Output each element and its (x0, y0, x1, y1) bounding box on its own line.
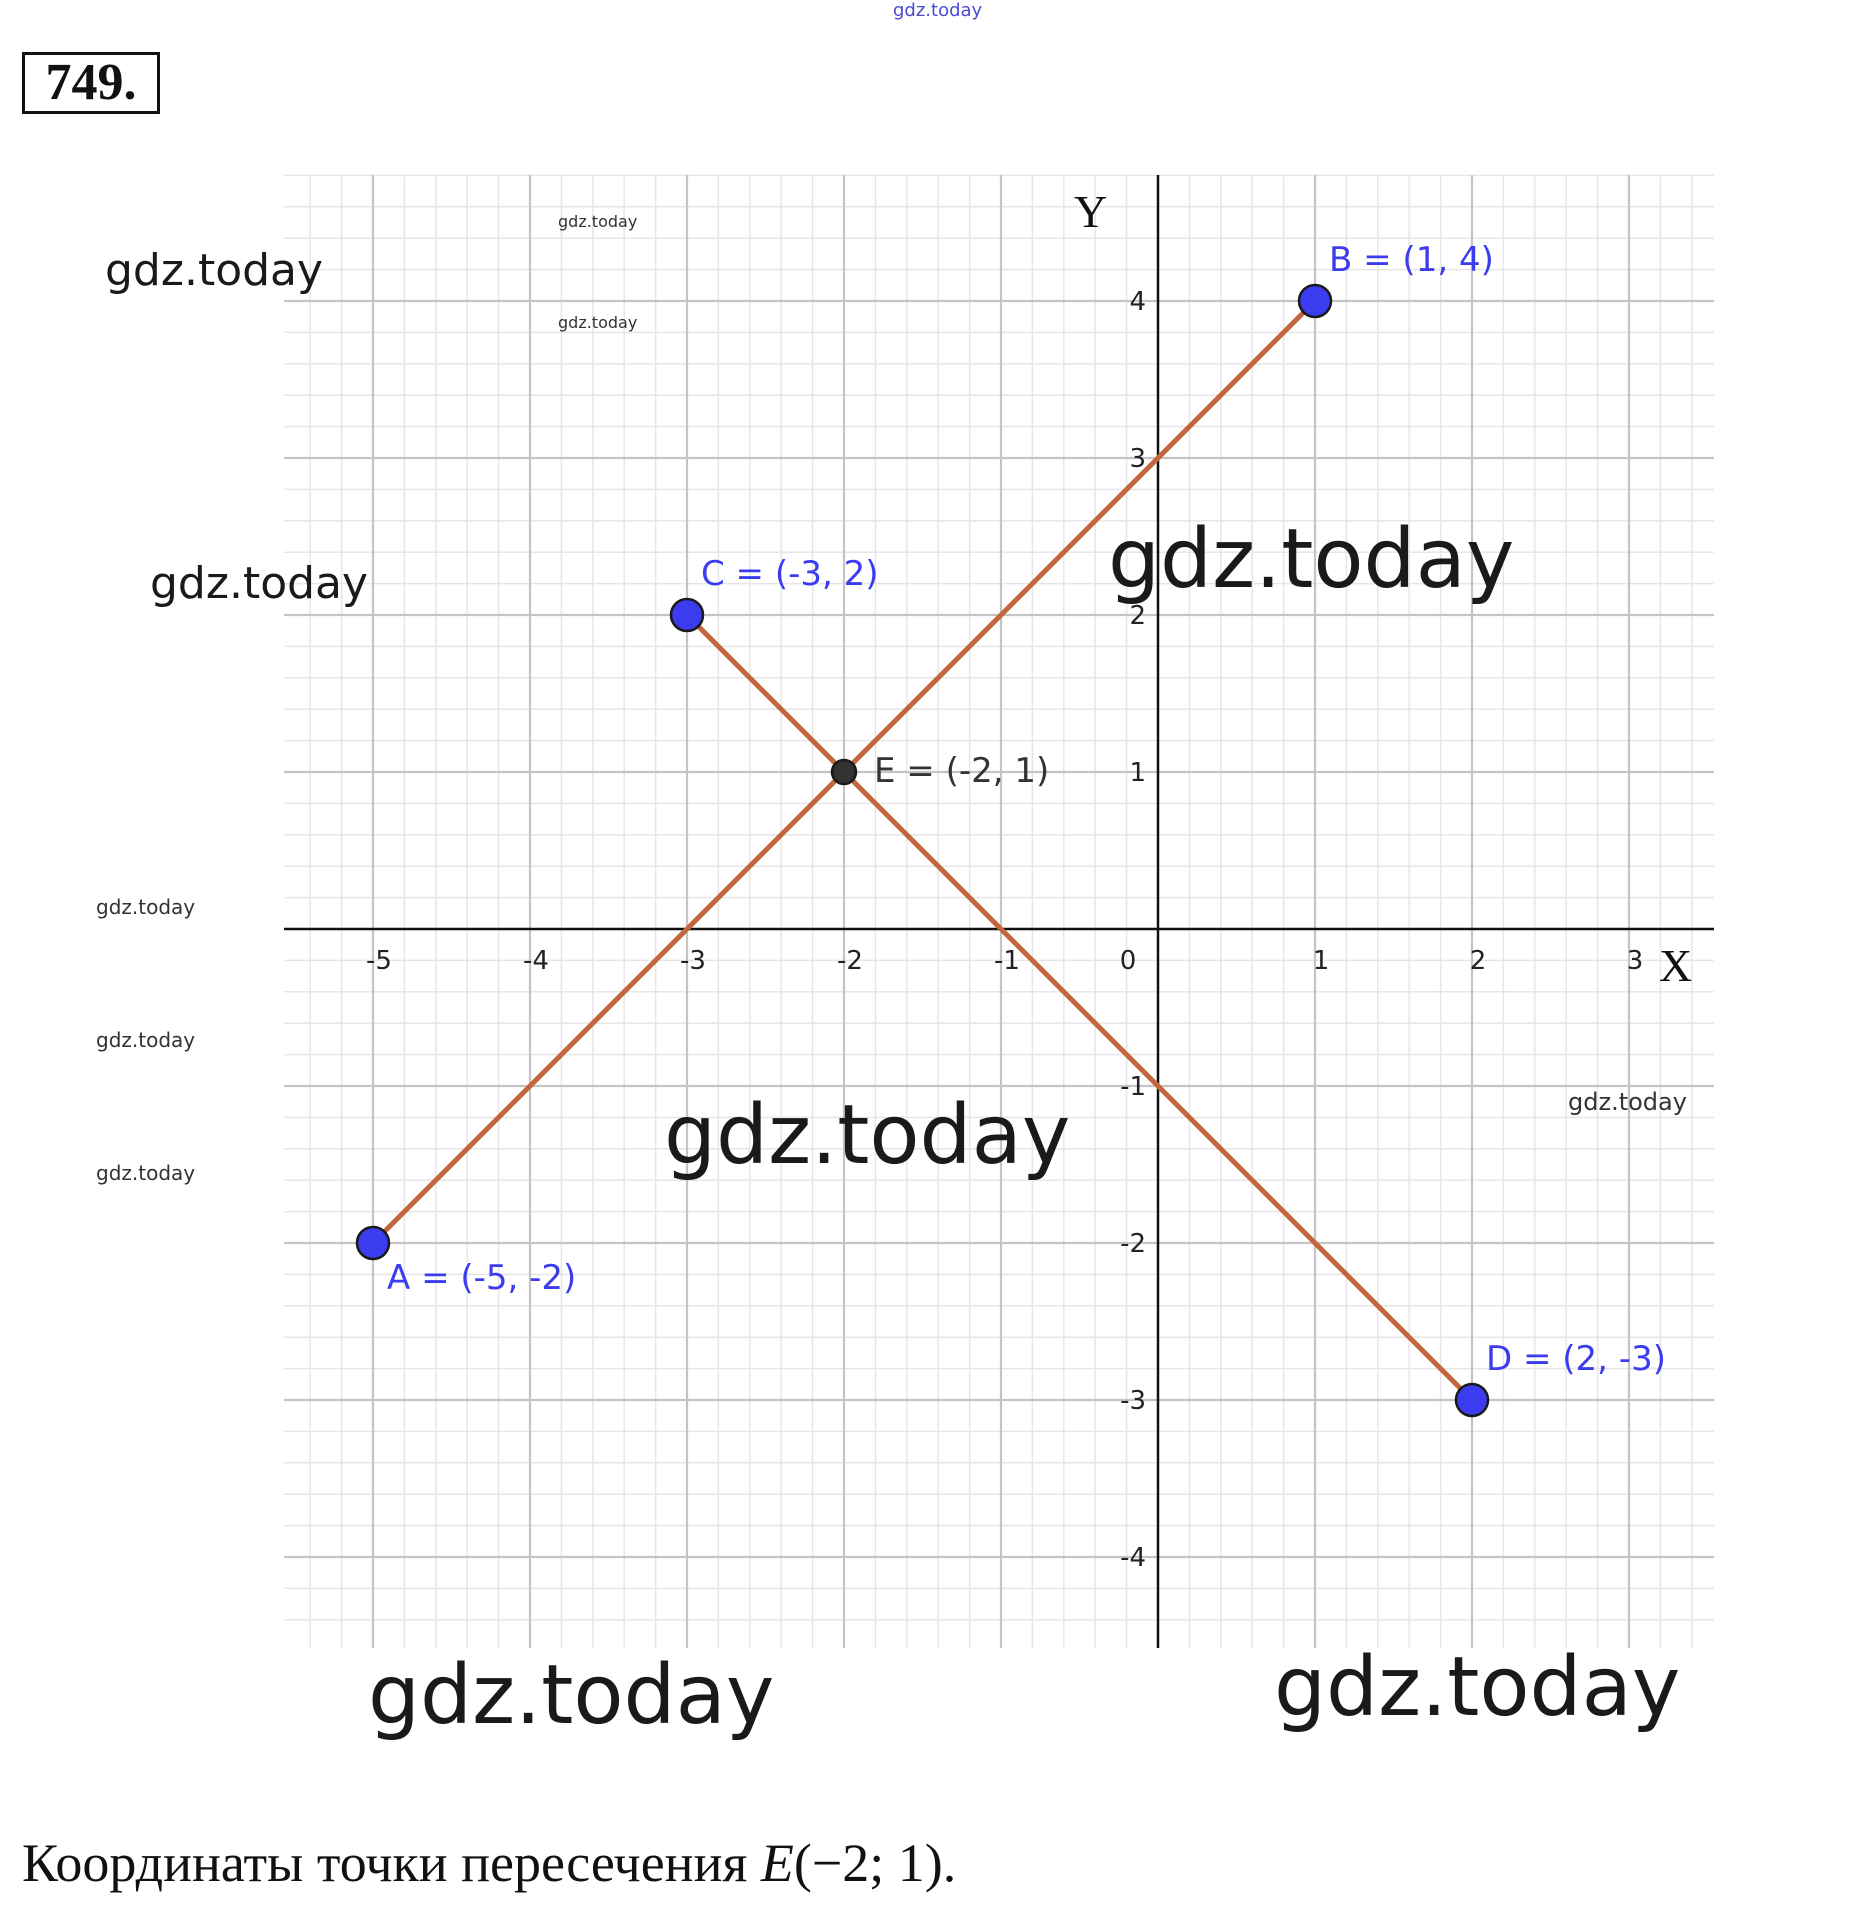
answer-prefix: Координаты точки пересечения (22, 1833, 761, 1893)
watermark-small-4: gdz.today (96, 1028, 196, 1052)
y-tick-label: 4 (1129, 287, 1146, 317)
x-tick-label: -4 (523, 946, 549, 976)
y-tick-label: -3 (1120, 1386, 1146, 1416)
watermark-big-1: gdz.today (1108, 512, 1515, 607)
point-label-A: A = (-5, -2) (387, 1258, 577, 1298)
answer-point-name: E (760, 1833, 794, 1893)
y-tick-label: 1 (1129, 758, 1146, 788)
problem-number: 749. (22, 52, 160, 114)
x-tick-label: 0 (1119, 946, 1137, 976)
point-labels (387, 240, 1666, 1379)
x-tick-label: 1 (1312, 946, 1330, 976)
point-label-C: C = (-3, 2) (701, 554, 879, 594)
watermark-small-5: gdz.today (96, 1161, 196, 1185)
watermark-big-3: gdz.today (368, 1648, 775, 1743)
segment-CD (687, 615, 1472, 1400)
x-tick-label: -2 (837, 946, 863, 976)
point-B (1299, 285, 1331, 317)
y-tick-label: -4 (1120, 1543, 1146, 1573)
x-tick-label: -5 (366, 946, 392, 976)
y-tick-label: -2 (1120, 1229, 1146, 1259)
point-E (832, 760, 856, 784)
x-tick-label: 3 (1626, 946, 1644, 976)
watermark-left-2: gdz.today (150, 558, 369, 609)
point-label-D: D = (2, -3) (1486, 1339, 1666, 1379)
y-tick-label: -1 (1120, 1072, 1146, 1102)
minor-grid (284, 175, 1714, 1648)
segments (373, 301, 1472, 1400)
watermark-small-1: gdz.today (558, 212, 638, 231)
watermark-small-2: gdz.today (558, 313, 638, 332)
x-tick-label: 2 (1469, 946, 1487, 976)
watermark-big-4: gdz.today (1274, 1640, 1681, 1735)
point-label-E: E = (-2, 1) (874, 751, 1050, 791)
y-tick-label: 3 (1129, 444, 1146, 474)
watermark-big-2: gdz.today (664, 1088, 1071, 1183)
answer-text (22, 1832, 956, 1894)
point-A (357, 1227, 389, 1259)
point-label-B: B = (1, 4) (1329, 240, 1494, 280)
point-D (1456, 1384, 1488, 1416)
point-C (671, 599, 703, 631)
watermark-top: gdz.today (893, 0, 983, 21)
x-tick-label: -3 (680, 946, 706, 976)
y-tick-label: 2 (1129, 601, 1146, 631)
watermark-small-3: gdz.today (96, 895, 196, 919)
y-axis-label: Y (1074, 186, 1108, 237)
x-axis-label: X (1659, 940, 1693, 991)
watermark-left-1: gdz.today (105, 245, 324, 296)
watermark-small-6: gdz.today (1568, 1088, 1687, 1116)
answer-coords: (−2; 1). (793, 1833, 957, 1893)
x-tick-label: -1 (994, 946, 1020, 976)
